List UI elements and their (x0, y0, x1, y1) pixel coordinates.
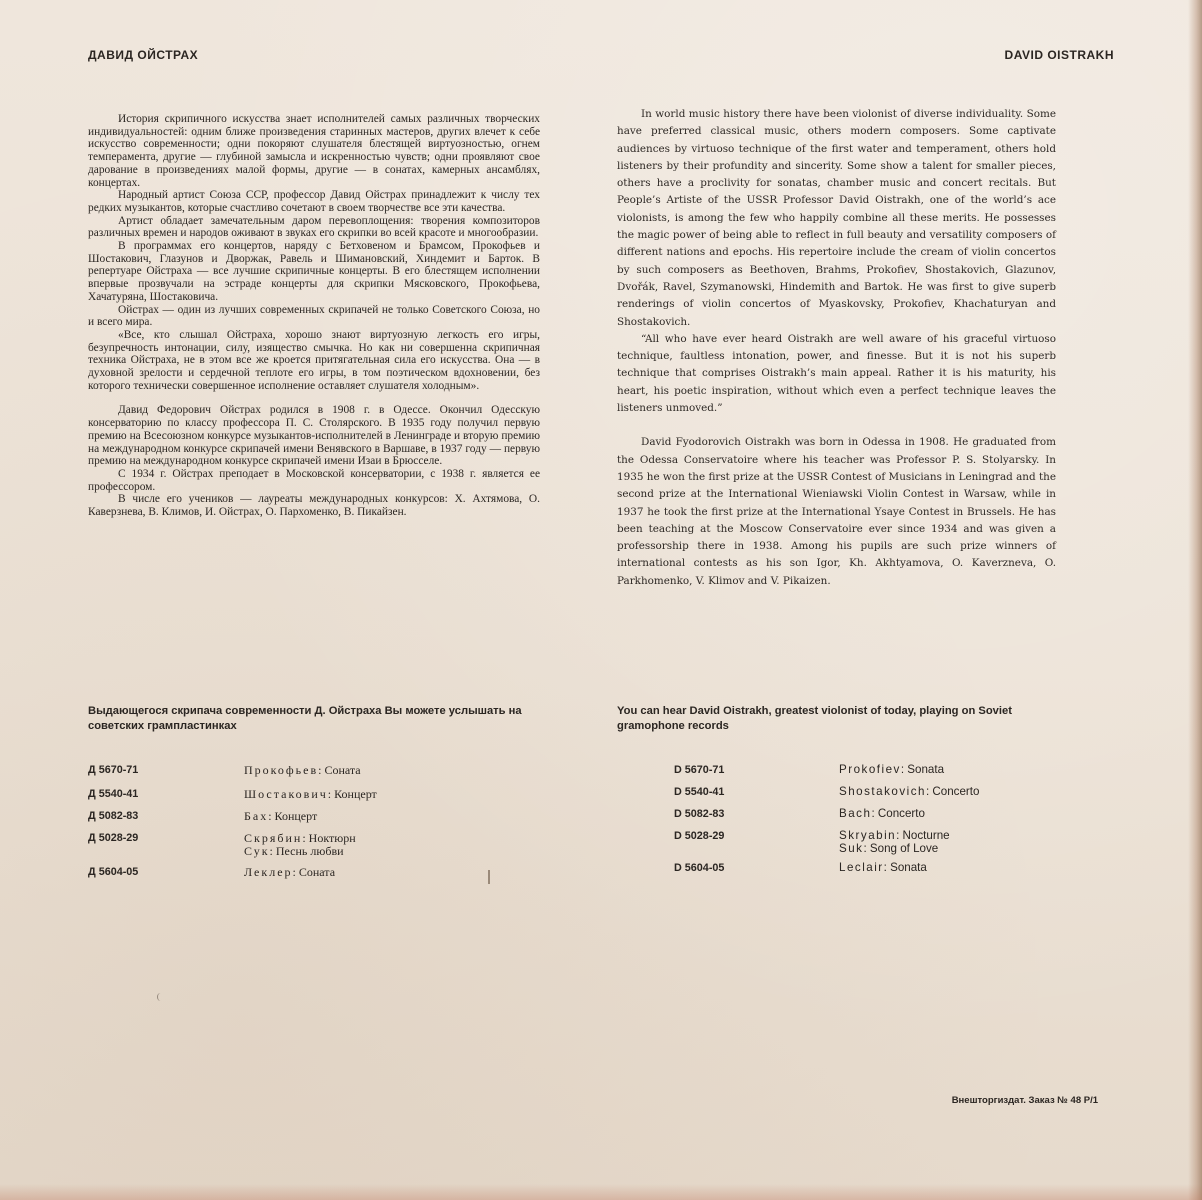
paper-mark (157, 993, 164, 1001)
work: : Соната (292, 865, 336, 879)
record-number: Д 5082-83 (88, 810, 139, 822)
paragraph: В программах его концертов, наряду с Бетховеном и Брамсом, Прокофьев и Шостакович, Глазунов и Дворжак, Равель и Шимановский, Хиндемит и Барток. В репертуаре Ойстраха — все лучшие скрипичные концерты. В его блестящем исполнении впервые прозвучали на эстраде концерты для скрипки Мясковского, Прокофьева, Хачатуряна, Шостаковича. (88, 240, 540, 303)
record-number: D 5540-41 (674, 786, 725, 798)
publisher-imprint: Внешторгиздат. Заказ № 48 Р/1 (951, 1095, 1098, 1106)
record-title (244, 810, 504, 823)
work: : Nocturne (896, 829, 950, 842)
quote-paragraph: «Все, кто слышал Ойстраха, хорошо знают виртуозную легкость его игры, безупречность интонации, силу, изящество смычка. Но как ни совершенна скрипичная техника Ойстраха, не в этом все же кроется притягательная сила его искусства. Она — в духовной зрелости и сердечной теплоте его игры, в том поэтическом вдохновении, без которого технически совершенное исполнение оставляет слушателя холодным». (88, 328, 540, 392)
quote-paragraph: “All who have ever heard Oistrakh are well aware of his graceful virtuoso technique, faultless intonation, power, and finesse. But it is not his superb technique that comprises Oistrakh’s main appeal. Rather it is his maturity, his heart, his poetic inspiration, without which even a perfect technique leaves the listeners unmoved.” (617, 332, 1056, 415)
record-title (244, 866, 504, 879)
record-number: Д 5670-71 (88, 764, 139, 776)
composer: Шостакович (244, 787, 328, 801)
russian-biography (88, 113, 540, 519)
record-number: D 5028-29 (674, 830, 725, 842)
paragraph: In world music history there have been violonist of diverse individuality. Some have preferred classical music, others modern composers. Some captivate audiences by virtuoso technique of the first water and temperament, others hold listeners by their profundity and sincerity. Some show a talent for smaller pieces, others have a proclivity for sonatas, chamber music and concert recitals. But People’s Artiste of the USSR Professor David Oistrakh, one of the world’s ace violonists, is among the few who happily combine all these merits. He possesses the magic power of being able to reflect in full beauty and versatility composers of different nations and epochs. His repertoire include the cream of violin concertos by such composers as Beethoven, Brahms, Prokofiev, Shostakovich, Glazunov, Dvořák, Ravel, Szymanowski, Hindemith and Bartok. He was first to give superb renderings of violin concertos of Myaskovsky, Prokofiev, Khachaturyan and Shostakovich. (617, 108, 1056, 328)
work: : Song of Love (863, 841, 939, 855)
composer: Bach (839, 807, 872, 820)
composer: Leclair (839, 861, 884, 874)
record-title (839, 786, 1099, 799)
work: : Концерт (327, 787, 377, 801)
record-number: Д 5028-29 (88, 832, 139, 844)
work: : Песнь любви (269, 843, 344, 858)
record-number: Д 5540-41 (88, 788, 139, 800)
work: : Ноктюрн (302, 831, 356, 845)
work: : Sonata (900, 763, 945, 776)
work: : Concerto (925, 785, 980, 798)
composer: Скрябин (244, 831, 303, 845)
record-number: D 5604-05 (674, 862, 725, 874)
composer: Skryabin (839, 829, 897, 842)
paragraph: Ойстрах — один из лучших современных скрипачей не только Советского Союза, но и всего мира. (88, 303, 540, 329)
work: : Concerto (871, 807, 925, 820)
record-number: D 5670-71 (674, 764, 725, 776)
russian-title: ДАВИД ОЙСТРАХ (88, 48, 199, 62)
paragraph: С 1934 г. Ойстрах преподает в Московской консерватории, с 1938 г. является ее профессором. (88, 467, 540, 493)
work: : Концерт (268, 809, 318, 823)
record-number: Д 5604-05 (88, 866, 139, 878)
paragraph: Народный артист Союза ССР, профессор Давид Ойстрах принадлежит к числу тех редких музыкантов, которые счастливо сочетают в своем творчестве все эти качества. (88, 189, 540, 214)
composer: Сук (244, 843, 270, 858)
record-title (839, 830, 1099, 855)
composer: Леклер (244, 865, 293, 879)
record-number: D 5082-83 (674, 808, 725, 820)
paragraph: Артист обладает замечательным даром перевоплощения: творения композиторов различных времен и народов оживают в звуках его скрипки во всей красоте и многообразии. (88, 214, 540, 240)
promo-text-russian: Выдающегося скрипача современности Д. Ойстраха Вы можете услышать на советских грампластинках (88, 705, 522, 732)
record-title (244, 788, 504, 801)
paragraph: David Fyodorovich Oistrakh was born in Odessa in 1908. He graduated from the Odessa Conservatoire where his teacher was Professor P. S. Stolyarsky. In 1935 he won the first prize at the USSR Contest of Musicians in Leningrad and the second prize at the International Wieniawski Violin Contest in Warsaw, while in 1937 he took the first prize at the International Ysaye Contest in Brussels. He has been teaching at the Moscow Conservatoire ever since 1934 and was given a professorship there in 1938. Among his pupils are such prize winners of international contests as his son Igor, Kh. Akhtyamova, O. Kaverzneva, O. Parkhomenko, V. Klimov and V. Pikaizen. (617, 436, 1056, 587)
record-title (839, 808, 1099, 821)
paragraph: В числе его учеников — лауреаты международных конкурсов: Х. Ахтямова, О. Каверзнева, В. Климов, И. Ойстрах, О. Пархоменко, В. Пикайзен. (88, 493, 540, 519)
english-title: DAVID OISTRAKH (1004, 48, 1114, 62)
worn-edge-right (1188, 0, 1202, 1200)
work: : Sonata (883, 861, 927, 874)
record-title (244, 832, 504, 857)
composer: Prokofiev (839, 763, 901, 776)
paragraph: Давид Федорович Ойстрах родился в 1908 г. в Одессе. Окончил Одесскую консерваторию по классу профессора П. С. Столярского. В 1935 году получил первую премию на Всесоюзном конкурсе музыкантов-исполнителей в Ленинграде и вторую премию на международном конкурсе скрипачей имени Венявского в Варшаве, в 1937 году — первую премию на международном конкурсе скрипачей имени Изаи в Брюсселе. (88, 404, 540, 468)
english-biography (617, 106, 1056, 590)
record-title (244, 764, 504, 777)
composer: Прокофьев (244, 763, 319, 777)
composer: Suk (839, 841, 864, 855)
record-title (839, 862, 1099, 875)
paragraph: История скрипичного искусства знает исполнителей самых различных творческих индивидуальностей: одним ближе произведения старинных мастеров, других влечет к себе искусство современности; одни покоряют слушателя блестящей виртуозностью, огнем темперамента, другие — глубиной замысла и искренностью чувств; одни проявляют свое дарование в произведениях малой формы, другие — в сонатах, камерных ансамблях, концертах. (88, 113, 540, 189)
promo-text-english: You can hear David Oistrakh, greatest violonist of today, playing on Soviet gramophone records (617, 705, 1012, 732)
work: : Соната (318, 763, 361, 777)
composer: Shostakovich (839, 785, 926, 798)
record-title (839, 764, 1099, 777)
composer: Бах (244, 809, 269, 823)
worn-edge-bottom (0, 1184, 1202, 1200)
